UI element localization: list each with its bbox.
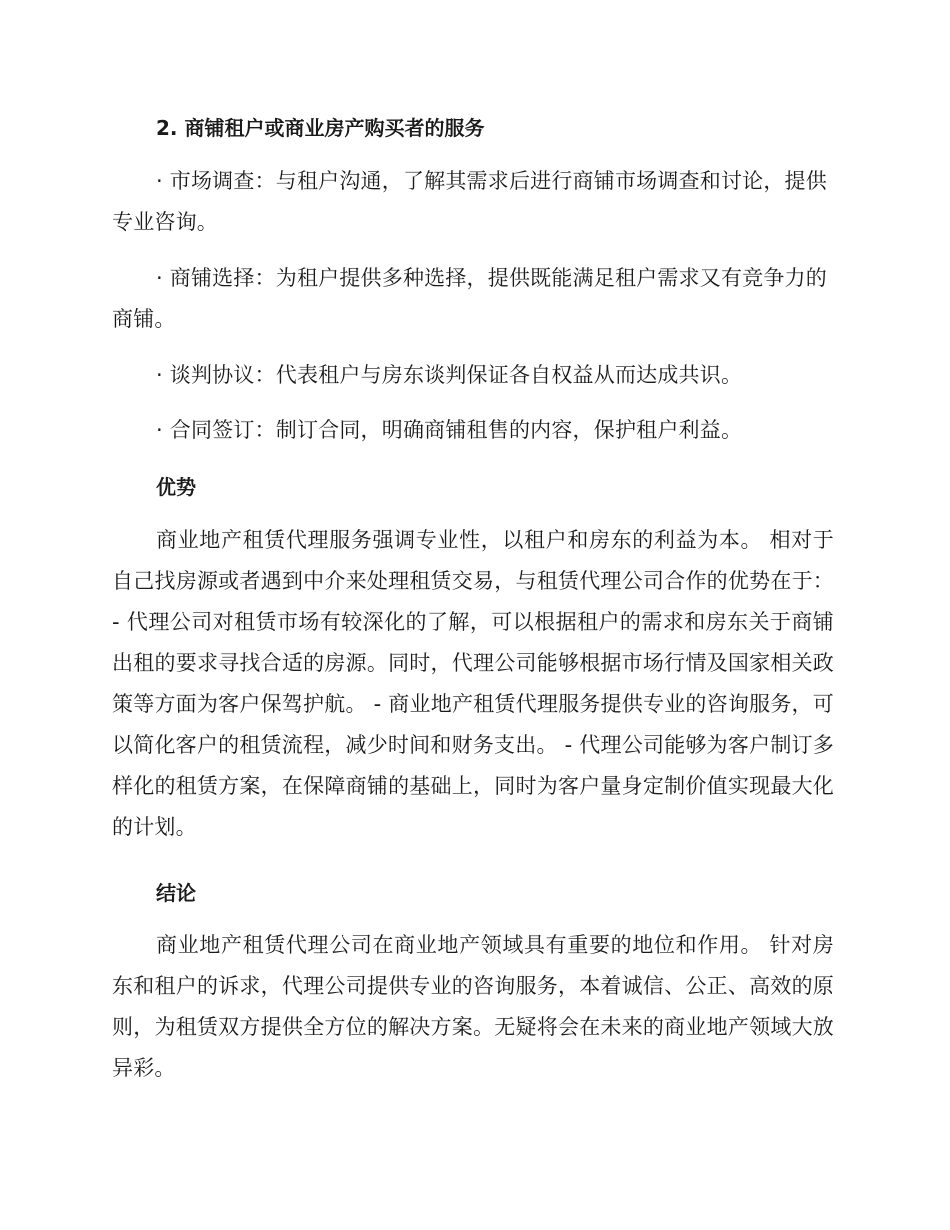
paragraph-conclusion: 商业地产租赁代理公司在商业地产领域具有重要的地位和作用。 针对房东和租户的诉求，代理公司提供专业的咨询服务，本着诚信、公正、高效的原则，为租赁双方提供全方位的解决方案。无疑将会在未来的商业地产领域大放异彩。 (112, 933, 834, 1080)
paragraph-advantages: 商业地产租赁代理服务强调专业性，以租户和房东的利益为本。 相对于自己找房源或者遇到中介来处理租赁交易，与租赁代理公司合作的优势在于： - 代理公司对租赁市场有较深化的了解，可以根据租户的需求和房东关于商铺出租的要求寻找合适的房源。同时，代理公司能够根据市场行情及国家相关政策等方面为客户保驾护航。 - 商业地产租赁代理服务提供专业的咨询服务，可以简化客户的租赁流程，减少时间和财务支出。 - 代理公司能够为客户制订多样化的租赁方案，在保障商铺的基础上，同时为客户量身定制价值实现最大化的计划。 (112, 528, 834, 839)
section-heading-conclusion: 结论 (156, 881, 196, 905)
section-heading-tenant-services: 2. 商铺租户或商业房产购买者的服务 (156, 116, 485, 140)
section-heading-advantages: 优势 (156, 475, 196, 499)
bullet-negotiation: · 谈判协议：代表租户与房东谈判保证各自权益从而达成共识。 (156, 363, 743, 387)
bullet-shop-selection: · 商铺选择：为租户提供多种选择，提供既能满足租户需求又有竞争力的商铺。 (112, 266, 827, 331)
bullet-market-research: · 市场调查：与租户沟通，了解其需求后进行商铺市场调查和讨论，提供专业咨询。 (112, 169, 827, 234)
bullet-contract-signing: · 合同签订：制订合同，明确商铺租售的内容，保护租户利益。 (156, 418, 743, 442)
